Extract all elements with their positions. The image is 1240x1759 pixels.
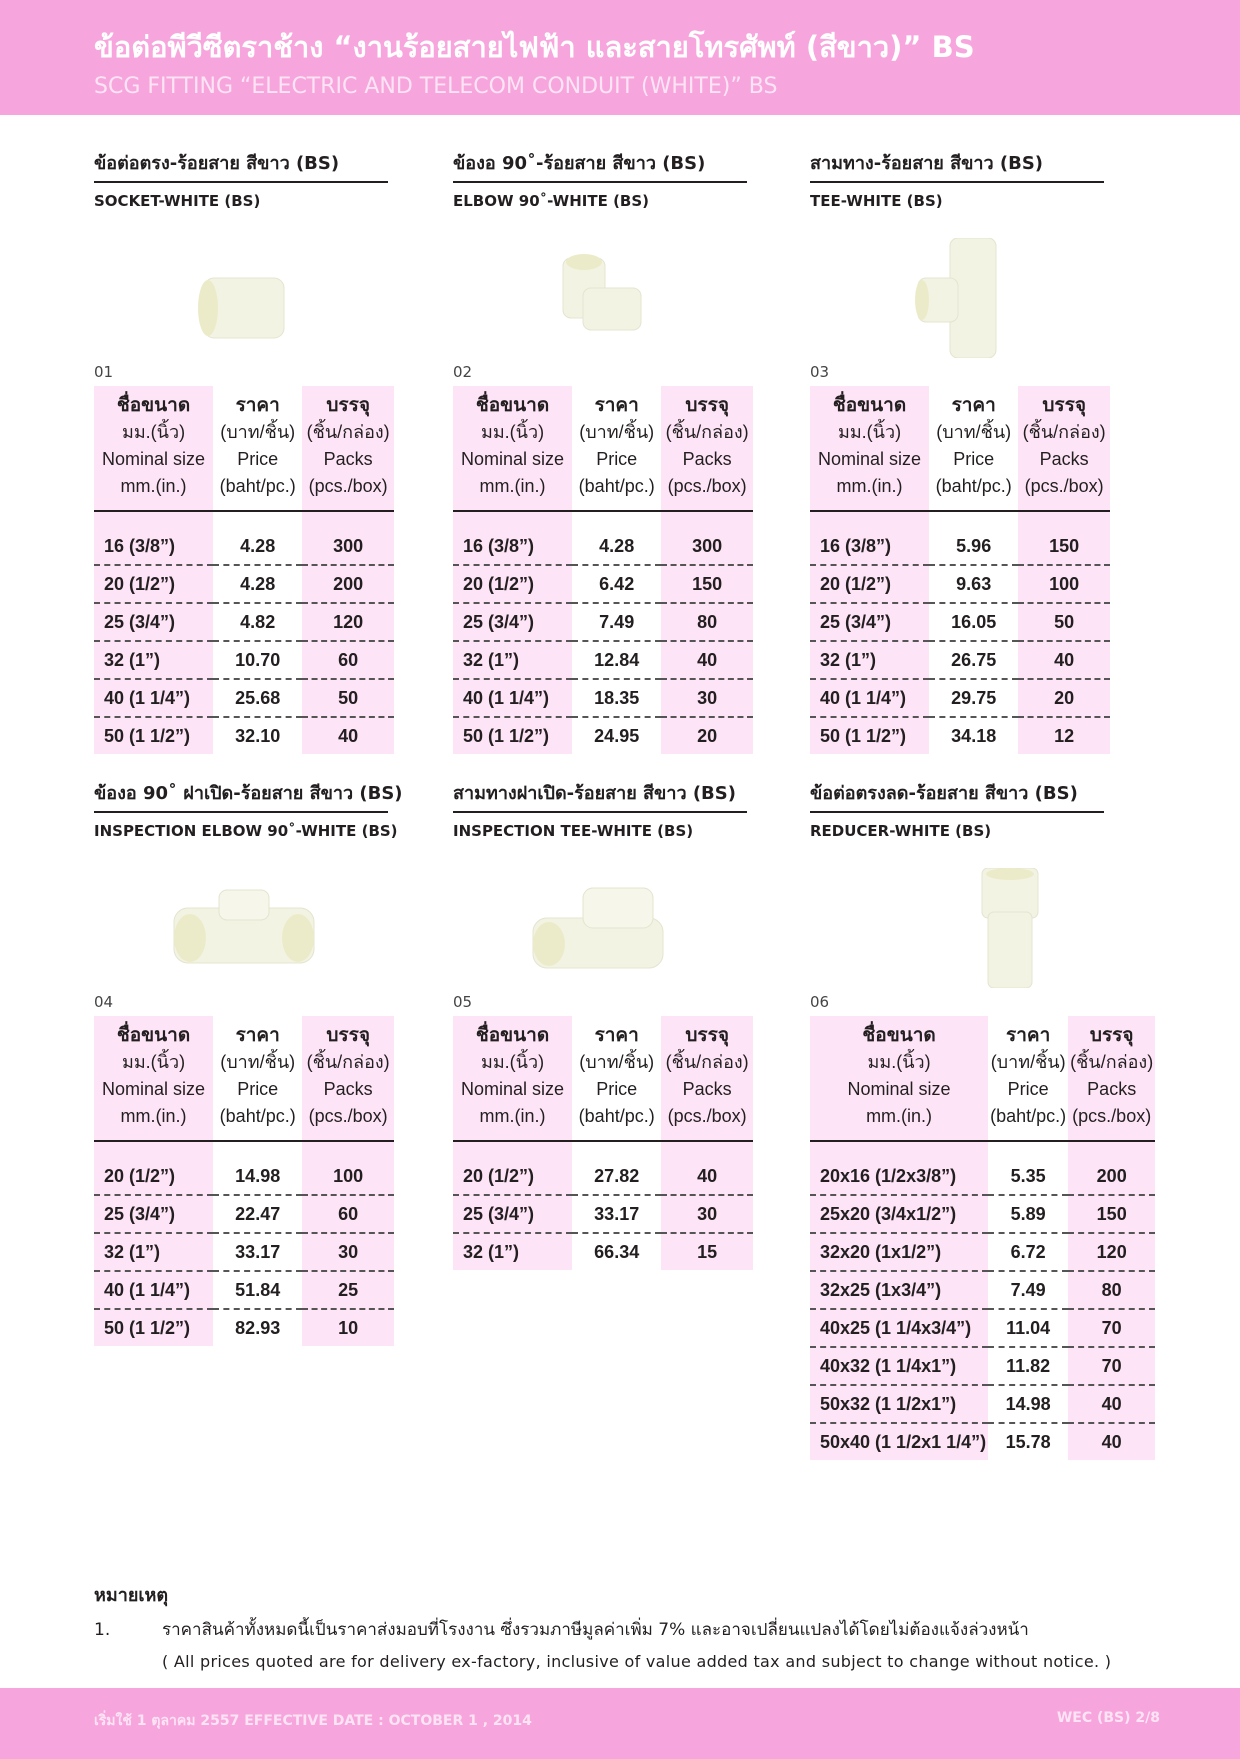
price-cell: 10.70 bbox=[213, 641, 302, 679]
price-cell: 22.47 bbox=[213, 1195, 302, 1233]
price-cell: 11.04 bbox=[988, 1309, 1068, 1347]
packs-cell: 20 bbox=[661, 717, 753, 754]
size-cell: 40x32 (1 1/4x1”) bbox=[810, 1347, 988, 1385]
packs-header-english: Packs bbox=[682, 449, 732, 469]
product-title-english: INSPECTION ELBOW 90˚-WHITE (BS) bbox=[94, 822, 398, 840]
size-unit-english: mm.(in.) bbox=[479, 1106, 546, 1126]
header-title-thai: ข้อต่อพีวีซีตราช้าง “งานร้อยสายไฟฟ้า และสายโทรศัพท์ (สีขาว)” BS bbox=[94, 30, 975, 64]
packs-unit-english: (pcs./box) bbox=[1024, 476, 1104, 496]
price-cell: 4.82 bbox=[213, 603, 302, 641]
size-header bbox=[810, 1016, 988, 1141]
price-header bbox=[572, 386, 661, 511]
packs-header-thai: บรรจุ bbox=[1042, 395, 1086, 416]
table-row bbox=[94, 1195, 394, 1233]
table-row bbox=[94, 1309, 394, 1346]
packs-unit-english: (pcs./box) bbox=[667, 1106, 747, 1126]
price-cell: 51.84 bbox=[213, 1271, 302, 1309]
price-unit-english: (baht/pc.) bbox=[219, 1106, 296, 1126]
packs-cell: 300 bbox=[302, 511, 394, 565]
effective-date: เริ่มใช้ 1 ตุลาคม 2557 EFFECTIVE DATE : OCTOBER 1 , 2014 bbox=[94, 1713, 532, 1729]
packs-header-english: Packs bbox=[323, 449, 373, 469]
price-cell: 16.05 bbox=[929, 603, 1018, 641]
size-header-thai: ชื่อขนาด bbox=[475, 395, 550, 416]
size-cell: 25 (3/4”) bbox=[94, 1195, 213, 1233]
size-cell: 16 (3/8”) bbox=[810, 511, 929, 565]
packs-cell: 50 bbox=[302, 679, 394, 717]
price-table bbox=[453, 1016, 753, 1270]
product-title-english: TEE-WHITE (BS) bbox=[810, 192, 943, 210]
price-cell: 6.42 bbox=[572, 565, 661, 603]
packs-header-thai: บรรจุ bbox=[1089, 1025, 1134, 1046]
packs-cell: 150 bbox=[1018, 511, 1110, 565]
packs-cell: 30 bbox=[661, 679, 753, 717]
price-cell: 5.96 bbox=[929, 511, 1018, 565]
table-row bbox=[810, 1385, 1155, 1423]
table-row bbox=[453, 717, 753, 754]
packs-cell: 40 bbox=[1018, 641, 1110, 679]
price-cell: 7.49 bbox=[572, 603, 661, 641]
table-row bbox=[94, 1141, 394, 1195]
price-unit-english: (baht/pc.) bbox=[219, 476, 296, 496]
price-unit-english: (baht/pc.) bbox=[990, 1106, 1067, 1126]
size-header bbox=[94, 386, 213, 511]
packs-header-thai: บรรจุ bbox=[685, 395, 729, 416]
price-cell: 26.75 bbox=[929, 641, 1018, 679]
packs-cell: 150 bbox=[661, 565, 753, 603]
table-row bbox=[810, 565, 1110, 603]
packs-unit-english: (pcs./box) bbox=[1072, 1106, 1152, 1126]
table-row bbox=[810, 717, 1110, 754]
packs-header-english: Packs bbox=[1087, 1079, 1137, 1099]
size-cell: 50 (1 1/2”) bbox=[453, 717, 572, 754]
product-number: 03 bbox=[810, 363, 830, 381]
size-cell: 50x40 (1 1/2x1 1/4”) bbox=[810, 1423, 988, 1460]
product-card bbox=[94, 778, 403, 1338]
size-cell: 40 (1 1/4”) bbox=[94, 1271, 213, 1309]
note-number: 1. bbox=[94, 1620, 111, 1640]
packs-cell: 60 bbox=[302, 641, 394, 679]
size-cell: 50 (1 1/2”) bbox=[94, 1309, 213, 1346]
table-row bbox=[810, 603, 1110, 641]
table-row bbox=[453, 1195, 753, 1233]
size-unit-thai: มม.(นิ้ว) bbox=[867, 1052, 931, 1072]
size-cell: 32 (1”) bbox=[453, 641, 572, 679]
size-cell: 25 (3/4”) bbox=[453, 1195, 572, 1233]
packs-cell: 25 bbox=[302, 1271, 394, 1309]
packs-header bbox=[661, 1016, 753, 1141]
page-footer bbox=[0, 1688, 1240, 1759]
price-cell: 9.63 bbox=[929, 565, 1018, 603]
product-card bbox=[453, 148, 753, 746]
size-cell: 20 (1/2”) bbox=[453, 1141, 572, 1195]
packs-cell: 200 bbox=[302, 565, 394, 603]
product-number: 04 bbox=[94, 993, 114, 1011]
packs-cell: 15 bbox=[661, 1233, 753, 1270]
size-cell: 32x20 (1x1/2”) bbox=[810, 1233, 988, 1271]
packs-cell: 40 bbox=[1068, 1423, 1155, 1460]
size-cell: 16 (3/8”) bbox=[94, 511, 213, 565]
packs-cell: 70 bbox=[1068, 1309, 1155, 1347]
size-cell: 20 (1/2”) bbox=[94, 1141, 213, 1195]
product-card bbox=[810, 148, 1110, 746]
packs-cell: 150 bbox=[1068, 1195, 1155, 1233]
price-cell: 4.28 bbox=[213, 511, 302, 565]
packs-cell: 40 bbox=[302, 717, 394, 754]
size-cell: 50 (1 1/2”) bbox=[810, 717, 929, 754]
table-row bbox=[94, 641, 394, 679]
product-number: 05 bbox=[453, 993, 473, 1011]
price-cell: 6.72 bbox=[988, 1233, 1068, 1271]
size-unit-thai: มม.(นิ้ว) bbox=[480, 422, 545, 442]
price-header bbox=[213, 386, 302, 511]
price-cell: 12.84 bbox=[572, 641, 661, 679]
packs-header bbox=[1068, 1016, 1155, 1141]
price-table bbox=[94, 1016, 394, 1346]
packs-cell: 50 bbox=[1018, 603, 1110, 641]
packs-cell: 120 bbox=[1068, 1233, 1155, 1271]
fitting-image bbox=[553, 238, 653, 358]
packs-header bbox=[661, 386, 753, 511]
packs-cell: 300 bbox=[661, 511, 753, 565]
size-header bbox=[810, 386, 929, 511]
table-row bbox=[810, 679, 1110, 717]
table-row bbox=[94, 679, 394, 717]
size-header-thai: ชื่อขนาด bbox=[116, 1025, 191, 1046]
price-unit-thai: (บาท/ชิ้น) bbox=[579, 422, 655, 442]
price-header-thai: ราคา bbox=[951, 395, 996, 416]
table-row bbox=[810, 1141, 1155, 1195]
price-header bbox=[213, 1016, 302, 1141]
size-cell: 40 (1 1/4”) bbox=[810, 679, 929, 717]
page-code: WEC (BS) 2/8 bbox=[1056, 1710, 1160, 1726]
packs-cell: 40 bbox=[661, 641, 753, 679]
price-header bbox=[929, 386, 1018, 511]
size-cell: 20x16 (1/2x3/8”) bbox=[810, 1141, 988, 1195]
size-unit-english: mm.(in.) bbox=[120, 1106, 187, 1126]
size-cell: 20 (1/2”) bbox=[453, 565, 572, 603]
size-cell: 16 (3/8”) bbox=[453, 511, 572, 565]
packs-unit-english: (pcs./box) bbox=[308, 1106, 388, 1126]
size-unit-thai: มม.(นิ้ว) bbox=[121, 422, 186, 442]
price-cell: 33.17 bbox=[572, 1195, 661, 1233]
product-title-thai: สามทางฝาเปิด-ร้อยสาย สีขาว (BS) bbox=[453, 778, 747, 813]
product-number: 02 bbox=[453, 363, 473, 381]
size-cell: 25 (3/4”) bbox=[810, 603, 929, 641]
packs-header-english: Packs bbox=[682, 1079, 732, 1099]
product-title-thai: ข้อต่อตรง-ร้อยสาย สีขาว (BS) bbox=[94, 148, 388, 183]
table-row bbox=[810, 1347, 1155, 1385]
price-unit-thai: (บาท/ชิ้น) bbox=[936, 422, 1012, 442]
size-cell: 32 (1”) bbox=[94, 1233, 213, 1271]
size-header-english: Nominal size bbox=[102, 449, 206, 469]
packs-unit-english: (pcs./box) bbox=[667, 476, 747, 496]
price-cell: 11.82 bbox=[988, 1347, 1068, 1385]
size-header-english: Nominal size bbox=[461, 449, 565, 469]
size-header bbox=[453, 1016, 572, 1141]
table-row bbox=[810, 511, 1110, 565]
packs-header-thai: บรรจุ bbox=[685, 1025, 729, 1046]
size-cell: 50x32 (1 1/2x1”) bbox=[810, 1385, 988, 1423]
size-unit-thai: มม.(นิ้ว) bbox=[121, 1052, 186, 1072]
size-header-english: Nominal size bbox=[461, 1079, 565, 1099]
table-row bbox=[810, 1233, 1155, 1271]
price-cell: 5.35 bbox=[988, 1141, 1068, 1195]
fitting-image bbox=[194, 238, 294, 358]
price-unit-thai: (บาท/ชิ้น) bbox=[990, 1052, 1066, 1072]
price-header-thai: ราคา bbox=[235, 1025, 280, 1046]
price-cell: 34.18 bbox=[951, 725, 997, 746]
packs-unit-thai: (ชิ้น/กล่อง) bbox=[665, 1052, 749, 1072]
size-cell: 32 (1”) bbox=[94, 641, 213, 679]
packs-unit-thai: (ชิ้น/กล่อง) bbox=[1070, 1052, 1154, 1072]
table-row bbox=[453, 511, 753, 565]
price-cell: 25.68 bbox=[213, 679, 302, 717]
table-row bbox=[453, 1233, 753, 1270]
packs-unit-thai: (ชิ้น/กล่อง) bbox=[665, 422, 749, 442]
size-cell: 32 (1”) bbox=[810, 641, 929, 679]
product-card bbox=[810, 778, 1154, 1452]
product-title-english: SOCKET-WHITE (BS) bbox=[94, 192, 261, 210]
price-header-thai: ราคา bbox=[235, 395, 280, 416]
table-row bbox=[453, 603, 753, 641]
fitting-image bbox=[164, 868, 324, 988]
product-title-thai: ข้องอ 90˚-ร้อยสาย สีขาว (BS) bbox=[453, 148, 747, 183]
price-cell: 4.28 bbox=[572, 511, 661, 565]
product-title-english: ELBOW 90˚-WHITE (BS) bbox=[453, 192, 650, 210]
price-cell: 29.75 bbox=[929, 679, 1018, 717]
price-header-english: Price bbox=[596, 449, 638, 469]
packs-header-thai: บรรจุ bbox=[326, 1025, 370, 1046]
size-header-thai: ชื่อขนาด bbox=[832, 395, 907, 416]
notes-section bbox=[94, 1580, 1154, 1671]
product-number: 06 bbox=[810, 993, 830, 1011]
price-header-english: Price bbox=[1007, 1079, 1049, 1099]
price-cell: 82.93 bbox=[235, 1317, 281, 1338]
size-cell: 40x25 (1 1/4x3/4”) bbox=[810, 1309, 988, 1347]
price-table bbox=[453, 386, 753, 754]
packs-cell: 20 bbox=[1018, 679, 1110, 717]
size-cell: 25 (3/4”) bbox=[94, 603, 213, 641]
packs-cell: 70 bbox=[1068, 1347, 1155, 1385]
price-cell: 32.10 bbox=[235, 725, 281, 746]
packs-cell: 10 bbox=[302, 1309, 394, 1346]
table-row bbox=[810, 1195, 1155, 1233]
price-cell: 14.98 bbox=[988, 1385, 1068, 1423]
price-cell: 18.35 bbox=[572, 679, 661, 717]
packs-unit-thai: (ชิ้น/กล่อง) bbox=[1022, 422, 1106, 442]
size-cell: 32 (1”) bbox=[453, 1233, 572, 1270]
price-header-english: Price bbox=[237, 449, 279, 469]
product-card bbox=[94, 148, 394, 746]
size-cell: 20 (1/2”) bbox=[94, 565, 213, 603]
price-cell: 33.17 bbox=[213, 1233, 302, 1271]
size-header bbox=[453, 386, 572, 511]
fitting-image bbox=[523, 868, 683, 988]
table-row bbox=[810, 1271, 1155, 1309]
product-title-thai: ข้อต่อตรงลด-ร้อยสาย สีขาว (BS) bbox=[810, 778, 1104, 813]
note-item bbox=[94, 1616, 1029, 1643]
price-header bbox=[988, 1016, 1068, 1141]
size-unit-english: mm.(in.) bbox=[479, 476, 546, 496]
price-cell: 4.28 bbox=[213, 565, 302, 603]
size-unit-english: mm.(in.) bbox=[120, 476, 187, 496]
price-table bbox=[94, 386, 394, 754]
fitting-image bbox=[960, 868, 1060, 988]
notes-heading: หมายเหตุ bbox=[94, 1585, 169, 1606]
table-row bbox=[94, 511, 394, 565]
packs-cell: 12 bbox=[1018, 717, 1110, 754]
price-header-thai: ราคา bbox=[594, 395, 639, 416]
price-header-english: Price bbox=[237, 1079, 279, 1099]
price-header-thai: ราคา bbox=[594, 1025, 639, 1046]
table-row bbox=[94, 565, 394, 603]
packs-cell: 100 bbox=[1018, 565, 1110, 603]
size-cell: 25 (3/4”) bbox=[453, 603, 572, 641]
price-cell: 7.49 bbox=[988, 1271, 1068, 1309]
table-row bbox=[94, 1271, 394, 1309]
size-header-english: Nominal size bbox=[847, 1079, 951, 1099]
price-unit-thai: (บาท/ชิ้น) bbox=[579, 1052, 655, 1072]
price-cell: 15.78 bbox=[1005, 1431, 1051, 1452]
product-number: 01 bbox=[94, 363, 114, 381]
price-header-english: Price bbox=[953, 449, 995, 469]
price-cell: 27.82 bbox=[572, 1141, 661, 1195]
price-table bbox=[810, 1016, 1155, 1460]
page-header bbox=[0, 0, 1240, 115]
table-row bbox=[453, 565, 753, 603]
note-text-thai: ราคาสินค้าทั้งหมดนี้เป็นราคาส่งมอบที่โรงงาน ซึ่งรวมภาษีมูลค่าเพิ่ม 7% และอาจเปลี่ยนแปลงได้โดยไม่ต้องแจ้งล่วงหน้า bbox=[162, 1620, 1029, 1640]
product-title-english: REDUCER-WHITE (BS) bbox=[810, 822, 992, 840]
size-unit-thai: มม.(นิ้ว) bbox=[837, 422, 902, 442]
size-cell: 32x25 (1x3/4”) bbox=[810, 1271, 988, 1309]
price-unit-thai: (บาท/ชิ้น) bbox=[220, 422, 296, 442]
product-title-thai: ข้องอ 90˚ ฝาเปิด-ร้อยสาย สีขาว (BS) bbox=[94, 778, 388, 813]
table-row bbox=[94, 1233, 394, 1271]
price-cell: 14.98 bbox=[213, 1141, 302, 1195]
packs-cell: 80 bbox=[661, 603, 753, 641]
product-title-thai: สามทาง-ร้อยสาย สีขาว (BS) bbox=[810, 148, 1104, 183]
packs-unit-thai: (ชิ้น/กล่อง) bbox=[306, 422, 390, 442]
table-row bbox=[453, 1141, 753, 1195]
size-unit-thai: มม.(นิ้ว) bbox=[480, 1052, 545, 1072]
size-unit-english: mm.(in.) bbox=[866, 1106, 933, 1126]
packs-cell: 80 bbox=[1068, 1271, 1155, 1309]
product-card bbox=[453, 778, 753, 1262]
price-cell: 24.95 bbox=[594, 725, 640, 746]
table-row bbox=[810, 1309, 1155, 1347]
size-header-thai: ชื่อขนาด bbox=[475, 1025, 550, 1046]
packs-header bbox=[302, 386, 394, 511]
size-cell: 20 (1/2”) bbox=[810, 565, 929, 603]
packs-cell: 60 bbox=[302, 1195, 394, 1233]
size-header-thai: ชื่อขนาด bbox=[116, 395, 191, 416]
packs-cell: 30 bbox=[302, 1233, 394, 1271]
size-header-english: Nominal size bbox=[818, 449, 922, 469]
header-title-english: SCG FITTING “ELECTRIC AND TELECOM CONDUIT (WHITE)” BS bbox=[94, 74, 778, 99]
price-header-english: Price bbox=[596, 1079, 638, 1099]
size-header bbox=[94, 1016, 213, 1141]
packs-header-english: Packs bbox=[1039, 449, 1089, 469]
packs-cell: 120 bbox=[302, 603, 394, 641]
size-header-thai: ชื่อขนาด bbox=[862, 1025, 936, 1046]
table-row bbox=[94, 717, 394, 754]
price-table bbox=[810, 386, 1110, 754]
size-cell: 50 (1 1/2”) bbox=[94, 717, 213, 754]
table-row bbox=[94, 603, 394, 641]
packs-cell: 200 bbox=[1068, 1141, 1155, 1195]
price-unit-english: (baht/pc.) bbox=[935, 476, 1012, 496]
packs-cell: 40 bbox=[661, 1141, 753, 1195]
size-cell: 25x20 (3/4x1/2”) bbox=[810, 1195, 988, 1233]
packs-cell: 40 bbox=[1068, 1385, 1155, 1423]
price-header bbox=[572, 1016, 661, 1141]
size-unit-english: mm.(in.) bbox=[836, 476, 903, 496]
size-cell: 40 (1 1/4”) bbox=[94, 679, 213, 717]
price-unit-english: (baht/pc.) bbox=[578, 1106, 655, 1126]
price-cell: 66.34 bbox=[594, 1241, 640, 1262]
table-row bbox=[453, 641, 753, 679]
price-unit-thai: (บาท/ชิ้น) bbox=[220, 1052, 296, 1072]
packs-cell: 30 bbox=[661, 1195, 753, 1233]
price-header-thai: ราคา bbox=[1006, 1025, 1051, 1046]
note-text-english: ( All prices quoted are for delivery ex-factory, inclusive of value added tax and subject to change without notice. ) bbox=[162, 1652, 1112, 1671]
table-row bbox=[810, 641, 1110, 679]
packs-header-thai: บรรจุ bbox=[326, 395, 370, 416]
packs-cell: 100 bbox=[302, 1141, 394, 1195]
fitting-image bbox=[910, 238, 1010, 358]
packs-header-english: Packs bbox=[323, 1079, 373, 1099]
packs-header bbox=[302, 1016, 394, 1141]
table-row bbox=[453, 679, 753, 717]
table-row bbox=[810, 1423, 1155, 1460]
size-header-english: Nominal size bbox=[102, 1079, 206, 1099]
price-cell: 5.89 bbox=[988, 1195, 1068, 1233]
price-unit-english: (baht/pc.) bbox=[578, 476, 655, 496]
product-title-english: INSPECTION TEE-WHITE (BS) bbox=[453, 822, 694, 840]
packs-header bbox=[1018, 386, 1110, 511]
packs-unit-thai: (ชิ้น/กล่อง) bbox=[306, 1052, 390, 1072]
size-cell: 40 (1 1/4”) bbox=[453, 679, 572, 717]
packs-unit-english: (pcs./box) bbox=[308, 476, 388, 496]
